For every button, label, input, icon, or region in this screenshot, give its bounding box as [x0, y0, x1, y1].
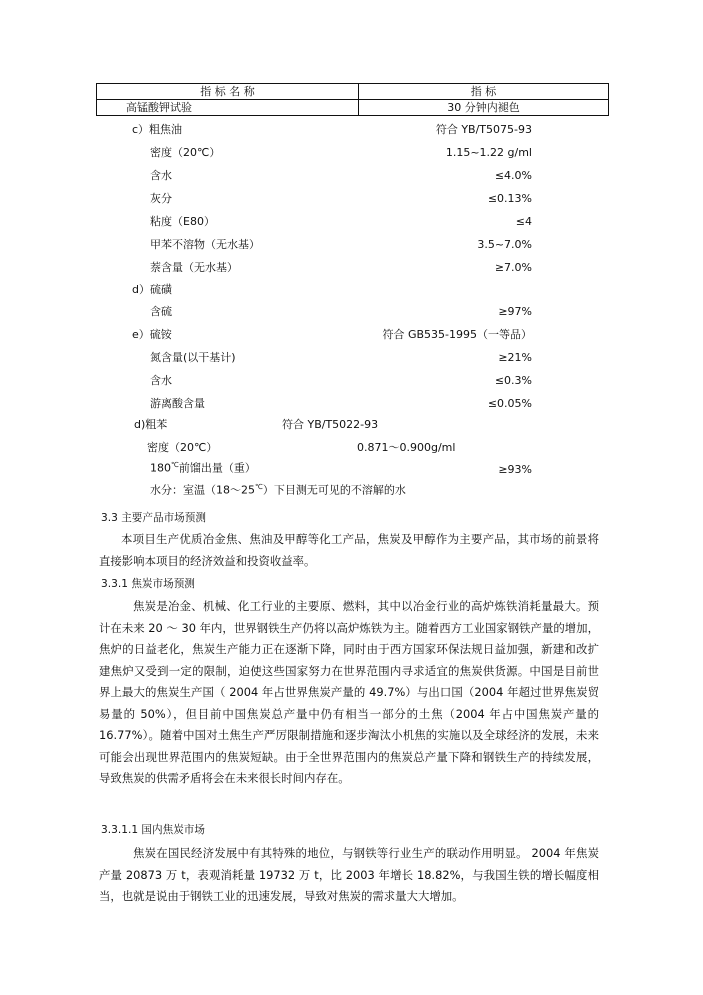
water-unit: ℃ — [255, 483, 263, 491]
benzene-water-note — [150, 484, 406, 496]
item-label: 含硫 — [150, 305, 172, 318]
item-value: ≤4.0% — [494, 169, 532, 182]
header-indicator-name: 指 标 名 称 — [97, 84, 359, 100]
item-label-sulfur: d）硫磺 — [132, 283, 172, 296]
item-label-ammonium: e）硫铵 — [132, 328, 172, 341]
item-value: ≤4 — [515, 215, 532, 228]
item-value-ammonium: 符合 GB535-1995（一等品） — [382, 328, 532, 341]
benzene-density-label: 密度（20℃） — [147, 441, 218, 454]
spec-table — [96, 83, 609, 116]
section-3-3-1-1-title: 3.3.1.1 国内焦炭市场 — [101, 824, 205, 836]
section-3-3-1-1-paragraph: 焦炭在国民经济发展中有其特殊的地位，与钢铁等行业生产的联动作用明显。 2004 年焦炭产量 20873 万 t，表观消耗量 19732 万 t，比 2003 年增长 18.82%，与我国生铁的增长幅度相当，也就是说由于钢铁工业的迅速发展，导致对焦炭的需求量大大增加。 — [99, 846, 599, 903]
distill-temp: 180 — [150, 461, 171, 475]
item-label: 甲苯不溶物（无水基） — [150, 238, 260, 251]
item-value-tar: 符合 YB/T5075-93 — [435, 123, 532, 136]
item-label-tar: c）粗焦油 — [132, 123, 183, 136]
item-value: ≥97% — [498, 305, 532, 318]
item-label: 灰分 — [150, 192, 172, 205]
item-value: 3.5~7.0% — [477, 238, 532, 251]
item-label: 密度（20℃） — [150, 146, 221, 159]
item-value: ≤0.3% — [494, 374, 532, 387]
table-row — [97, 100, 609, 116]
section-3-3-title: 3.3 主要产品市场预测 — [101, 512, 206, 524]
item-label: 含水 — [150, 169, 172, 182]
row-right-cell: 30 分钟内褪色 — [359, 100, 609, 116]
item-label: 氮含量(以干基计) — [150, 351, 236, 364]
water-text-1: 水分：室温（18～25 — [150, 483, 255, 497]
section-3-3-1-paragraph: 焦炭是冶金、机械、化工行业的主要原、燃料，其中以冶金行业的高炉炼铁消耗量最大。预计在未来 20 ～ 30 年内，世界钢铁生产仍将以高炉炼铁为主。随着西方工业国家钢铁产量的增加，焦炉的日益老化，焦炭生产能力正在逐渐下降，同时由于西方国家环保法规日益加强，新建和改扩建焦炉又受到一定的限制，迫使这些国家努力在世界范围内寻求适宜的焦炭供货源。中国是目前世界上最大的焦炭生产国（ 2004 年占世界焦炭产量的 49.7%）与出口国（2004 年超过世界焦炭贸易量的 50%），但目前中国焦炭总产量中仍有相当一部分的土焦（2004 年占中国焦炭产量的 16.77%）。随着中国对土焦生产严厉限制措施和逐步淘汰小机焦的实施以及全球经济的发展，未来可能会出现世界范围内的焦炭短缺。由于全世界范围内的焦炭总产量下降和钢铁生产的持续发展，导致焦炭的供需矛盾将会在未来很长时间内存在。 — [99, 599, 599, 785]
distill-unit: ℃ — [171, 461, 179, 469]
benzene-label: d)粗苯 — [134, 418, 168, 431]
row-left-cell: 高锰酸钾试验 — [97, 100, 359, 116]
section-3-3-1-title: 3.3.1 焦炭市场预测 — [101, 578, 195, 590]
item-value: 1.15~1.22 g/ml — [445, 146, 532, 159]
benzene-distill-value: ≥93% — [498, 463, 532, 476]
item-value: ≤0.13% — [487, 192, 532, 205]
section-3-3-paragraph: 本项目生产优质冶金焦、焦油及甲醇等化工产品，焦炭及甲醇作为主要产品，其市场的前景将直接影响本项目的经济效益和投资收益率。 — [99, 532, 599, 568]
water-text-2: ）下目测无可见的不溶解的水 — [262, 483, 406, 497]
item-value: ≤0.05% — [487, 397, 532, 410]
item-label: 含水 — [150, 374, 172, 387]
item-value: ≥7.0% — [494, 261, 532, 274]
item-label: 粘度（E80） — [150, 215, 215, 228]
item-value: ≥21% — [498, 351, 532, 364]
item-label: 游离酸含量 — [150, 397, 205, 410]
distill-text: 前馏出量（重） — [178, 461, 256, 475]
benzene-standard: 符合 YB/T5022-93 — [282, 418, 379, 431]
benzene-density-value: 0.871～0.900g/ml — [357, 441, 456, 454]
table-header-row — [97, 84, 609, 100]
header-indicator: 指 标 — [359, 84, 609, 100]
item-label: 萘含量（无水基） — [150, 261, 238, 274]
benzene-distill-label — [150, 462, 256, 474]
